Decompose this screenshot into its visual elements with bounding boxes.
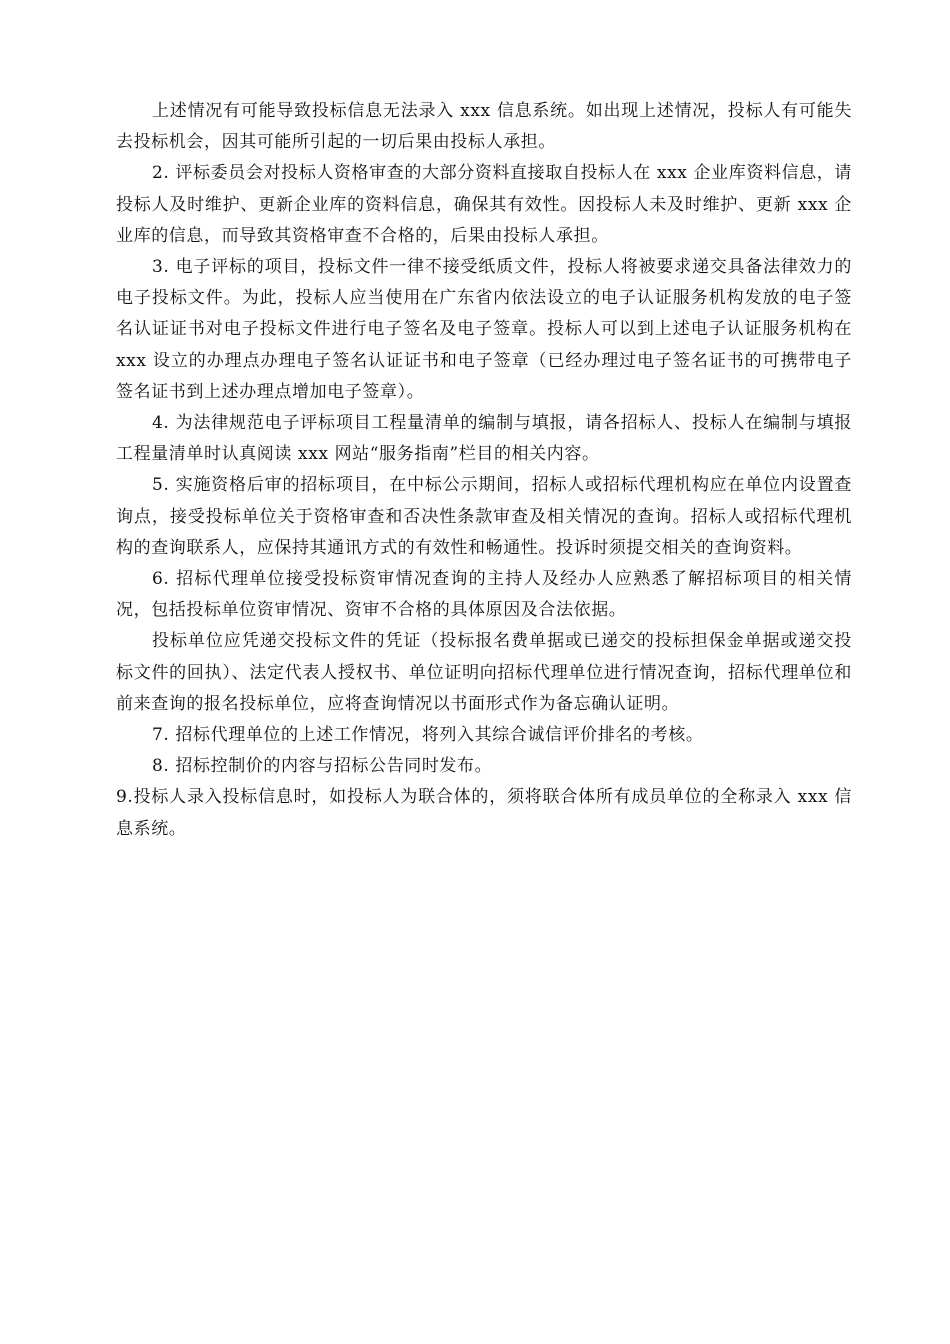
paragraph-2: 2. 评标委员会对投标人资格审查的大部分资料直接取自投标人在 xxx 企业库资料信息，请投标人及时维护、更新企业库的资料信息，确保其有效性。因投标人未及时维护、更新 xxx 企业库的信息，而导致其资格审查不合格的，后果由投标人承担。 (116, 163, 852, 246)
paragraph-7: 投标单位应凭递交投标文件的凭证（投标报名费单据或已递交的投标担保金单据或递交投标文件的回执）、法定代表人授权书、单位证明向招标代理单位进行情况查询，招标代理单位和前来查询的报名投标单位，应将查询情况以书面形式作为备忘确认证明。 (116, 631, 852, 714)
paragraph-1: 上述情况有可能导致投标信息无法录入 xxx 信息系统。如出现上述情况，投标人有可能失去投标机会，因其可能所引起的一切后果由投标人承担。 (116, 101, 852, 153)
paragraph-8: 7. 招标代理单位的上述工作情况，将列入其综合诚信评价排名的考核。 (152, 725, 704, 746)
paragraph-3: 3. 电子评标的项目，投标文件一律不接受纸质文件，投标人将被要求递交具备法律效力的电子投标文件。为此，投标人应当使用在广东省内依法设立的电子认证服务机构发放的电子签名认证证书对电子投标文件进行电子签名及电子签章。投标人可以到上述电子认证服务机构在 xxx 设立的办理点办理电子签名认证证书和电子签章（已经办理过电子签名证书的可携带电子签名证书到上述办理点增加电子签章）。 (116, 257, 852, 402)
paragraph-6: 6. 招标代理单位接受投标资审情况查询的主持人及经办人应熟悉了解招标项目的相关情况，包括投标单位资审情况、资审不合格的具体原因及合法依据。 (116, 569, 852, 621)
paragraph-10: 9.投标人录入投标信息时，如投标人为联合体的，须将联合体所有成员单位的全称录入 xxx 信息系统。 (116, 787, 852, 839)
document-body (116, 96, 852, 845)
paragraph-9: 8. 招标控制价的内容与招标公告同时发布。 (152, 756, 493, 777)
paragraph-4: 4. 为法律规范电子评标项目工程量清单的编制与填报，请各招标人、投标人在编制与填报工程量清单时认真阅读 xxx 网站“服务指南”栏目的相关内容。 (116, 413, 852, 465)
paragraph-5: 5. 实施资格后审的招标项目，在中标公示期间，招标人或招标代理机构应在单位内设置查询点，接受投标单位关于资格审查和否决性条款审查及相关情况的查询。招标人或招标代理机构的查询联系人，应保持其通讯方式的有效性和畅通性。投诉时须提交相关的查询资料。 (116, 475, 852, 558)
